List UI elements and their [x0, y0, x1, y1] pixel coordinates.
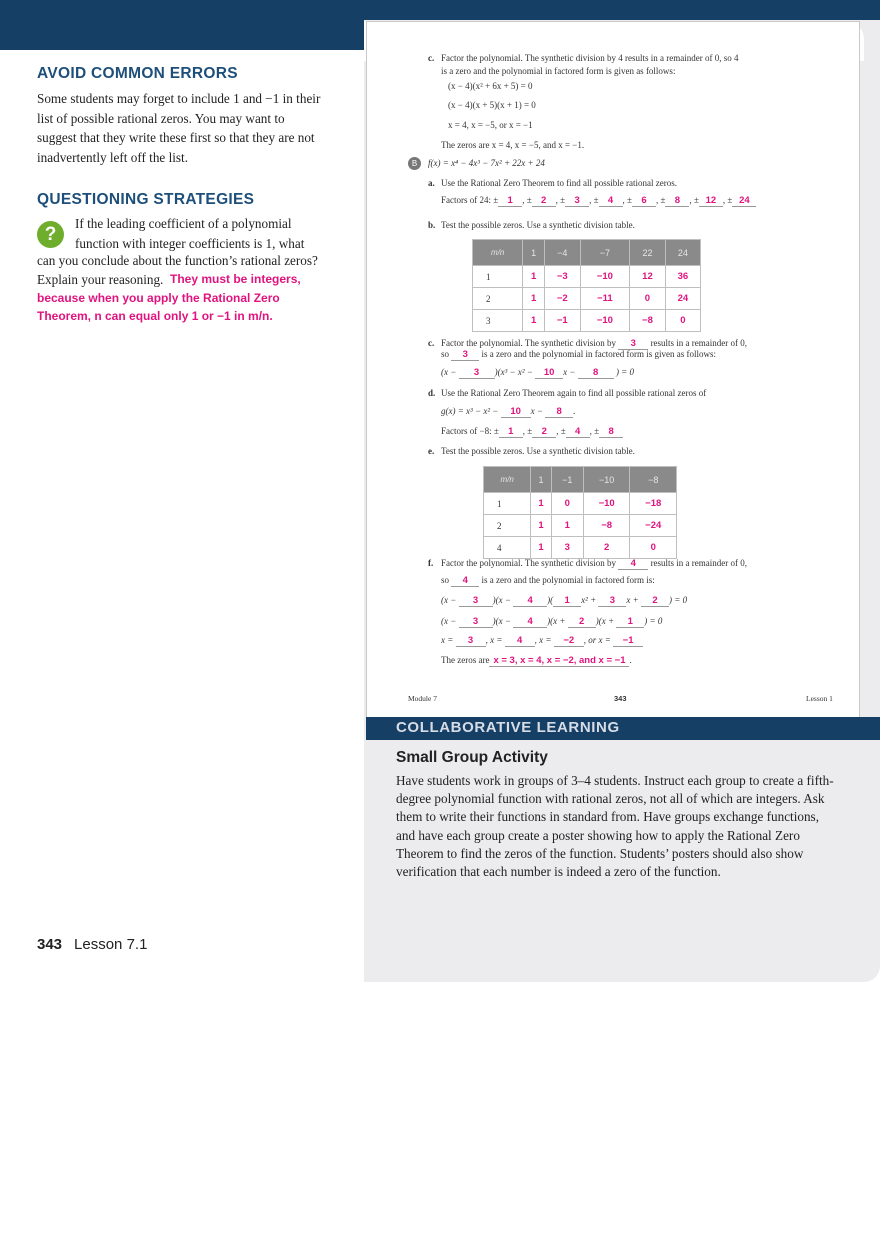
step-f-answer-zero: 4: [451, 576, 479, 587]
table1-header-cell: 1: [523, 240, 544, 266]
question-line-3: can you conclude about the function’s rational zeros?: [37, 253, 318, 268]
footer-lesson: Lesson 7.1: [74, 936, 148, 953]
f-eq2-ans: 1: [616, 617, 644, 628]
small-group-activity-text: Have students work in groups of 3–4 students. Instruct each group to create a fifth-degree polynomial function with rational zeros, not all of which are integers. Ask them to write their functions in standard from. Have groups exchange functions, and have each group create a poster showing how to apply the Rational Zero Theorem to find the zeros of the function. Students’ posters should also show verification that each number is indeed a zero of the function.: [396, 773, 834, 880]
table-row: [473, 266, 701, 288]
table2-header-cell: 1: [531, 467, 551, 493]
table1-cell: −8: [630, 310, 666, 332]
step-f-text2: results in a remainder of 0,: [650, 558, 748, 568]
step-f-so: so: [441, 575, 450, 585]
f-eq3-ans: 3: [456, 636, 486, 647]
step-c1-label: c.: [428, 53, 435, 63]
step-a-text: Use the Rational Zero Theorem to find all possible rational zeros.: [441, 178, 678, 188]
page-footer: [37, 936, 147, 953]
collaborative-learning-heading: COLLABORATIVE LEARNING: [396, 719, 620, 736]
step-c1-zeros: The zeros are x = 4, x = −5, and x = −1.: [441, 140, 585, 150]
step-b-text: Test the possible zeros. Use a synthetic division table.: [441, 220, 635, 230]
step-c2-text2: results in a remainder of 0,: [650, 338, 748, 348]
factor-24-12: 12: [699, 196, 723, 207]
function-g-a: g(x) = x³ − x² −: [441, 406, 499, 416]
step-f-text1: Factor the polynomial. The synthetic division by: [441, 558, 617, 568]
table2-cell: −8: [583, 515, 630, 537]
factors-8-row: Factors of −8: ± 1 , ± 2 , ± 4 , ± 8: [441, 426, 623, 438]
table1-header-cell: 22: [630, 240, 666, 266]
table2-cell: 0: [551, 493, 583, 515]
f-eq2-ans: 2: [568, 617, 596, 628]
step-c2-eq-c: x −: [563, 367, 576, 377]
table1-row-label: 2: [473, 288, 523, 310]
step-f-label: f.: [428, 558, 434, 568]
table1-row-label: 1: [473, 266, 523, 288]
sp-footer-lesson: Lesson 1: [806, 694, 833, 703]
step-c2-answer-8: 8: [578, 368, 614, 379]
step-c2-text1: Factor the polynomial. The synthetic division by: [441, 338, 617, 348]
small-group-activity-heading: Small Group Activity: [396, 749, 548, 766]
table1-header-cell: −7: [580, 240, 629, 266]
table1-cell: −2: [544, 288, 580, 310]
step-c1-eq3: x = 4, x = −5, or x = −1: [448, 120, 533, 130]
factor-8-1: 1: [499, 427, 523, 438]
table1-header-cell: m/n: [473, 240, 523, 266]
zeros-row: The zeros are x = 3, x = 4, x = −2, and x = −1 .: [441, 655, 632, 666]
table-row: [484, 493, 677, 515]
step-c2-so: so: [441, 349, 450, 359]
table1-cell: 0: [665, 310, 700, 332]
table1-cell: −11: [580, 288, 629, 310]
step-f-line2: [441, 575, 655, 587]
step-e-label: e.: [428, 446, 435, 456]
step-c1-eq1: (x − 4)(x² + 6x + 5) = 0: [448, 81, 533, 91]
factor-8-4: 4: [566, 427, 590, 438]
avoid-common-errors-heading: AVOID COMMON ERRORS: [37, 65, 238, 82]
step-e-text: Test the possible zeros. Use a synthetic division table.: [441, 446, 635, 456]
factor-8-8: 8: [599, 427, 623, 438]
table-row: [473, 310, 701, 332]
factors-24-label: Factors of 24: ±: [441, 195, 499, 205]
table1-cell: 0: [630, 288, 666, 310]
question-icon: ?: [37, 221, 64, 248]
step-f-line1: [441, 558, 747, 570]
questioning-strategies-heading: QUESTIONING STRATEGIES: [37, 191, 255, 208]
table2-cell: 1: [531, 493, 551, 515]
function-g-answer-10: 10: [501, 407, 531, 418]
factor-24-8: 8: [665, 196, 689, 207]
step-d-text: Use the Rational Zero Theorem again to find all possible rational zeros of: [441, 388, 707, 398]
f-eq2-ans: 3: [459, 617, 493, 628]
example-b-badge: B: [408, 157, 421, 170]
table-row: [484, 537, 677, 559]
step-f-eq2: (x − 3 )(x − 4 )(x + 2 )(x + 1 ) = 0: [441, 616, 663, 627]
table1-cell: 12: [630, 266, 666, 288]
table-row: [473, 288, 701, 310]
synthetic-division-table-1: [472, 239, 701, 332]
table1-cell: 1: [523, 310, 544, 332]
table2-cell: 1: [531, 515, 551, 537]
question-line-4: Explain your reasoning.: [37, 272, 164, 287]
factor-24-6: 6: [632, 196, 656, 207]
table1-cell: 36: [665, 266, 700, 288]
f-eq2-ans: 4: [513, 617, 547, 628]
question-line-2: function with integer coefficients is 1, what: [75, 236, 305, 251]
table1-header-cell: 24: [665, 240, 700, 266]
step-c2-answer-divisor: 3: [618, 339, 648, 350]
zeros-label: The zeros are: [441, 655, 490, 665]
table1-cell: −3: [544, 266, 580, 288]
f-eq1-ans: 3: [598, 596, 626, 607]
step-c2-answer-3: 3: [459, 368, 495, 379]
table1-cell: 24: [665, 288, 700, 310]
f-eq3-ans: −1: [613, 636, 643, 647]
sp-footer-module: Module 7: [408, 694, 437, 703]
table2-cell: 2: [583, 537, 630, 559]
table1-cell: −1: [544, 310, 580, 332]
sp-footer-page: 343: [614, 694, 627, 703]
footer-page-number: 343: [37, 936, 63, 953]
factors-8-label: Factors of −8: ±: [441, 426, 499, 436]
factor-24-1: 1: [498, 196, 522, 207]
function-g-b: x −: [530, 406, 543, 416]
table2-row-label: 1: [484, 493, 531, 515]
factor-24-3: 3: [565, 196, 589, 207]
step-f-eq3: x = 3 , x = 4 , x = −2 , or x = −1: [441, 635, 643, 647]
question-line-1: If the leading coefficient of a polynomial: [75, 216, 292, 231]
step-c1-line2: is a zero and the polynomial in factored form is given as follows:: [441, 66, 676, 76]
step-c1-eq2: (x − 4)(x + 5)(x + 1) = 0: [448, 100, 536, 110]
table1-header-cell: −4: [544, 240, 580, 266]
step-c2-answer-zero: 3: [451, 350, 479, 361]
table2-header-cell: −1: [551, 467, 583, 493]
function-f: f(x) = x⁴ − 4x³ − 7x² + 22x + 24: [428, 158, 545, 168]
step-f-eq1: (x − 3 )(x − 4 )( 1 x² + 3 x + 2 ) = 0: [441, 595, 688, 606]
factor-8-2: 2: [532, 427, 556, 438]
table1-cell: −10: [580, 310, 629, 332]
step-f-text3: is a zero and the polynomial in factored form is:: [481, 575, 655, 585]
table2-cell: −18: [630, 493, 677, 515]
table2-row-label: 2: [484, 515, 531, 537]
table1-row-label: 3: [473, 310, 523, 332]
f-eq1-ans: 2: [641, 596, 669, 607]
table2-header-cell: −8: [630, 467, 677, 493]
step-c2-label: c.: [428, 338, 435, 348]
step-f-answer-divisor: 4: [618, 559, 648, 570]
avoid-common-errors-text: Some students may forget to include 1 and −1 in their list of possible rational zeros. You may want to suggest that they write these first so that they are not inadvertently left off the list.: [37, 91, 321, 165]
table2-cell: 3: [551, 537, 583, 559]
table2-cell: −24: [630, 515, 677, 537]
zeros-answer: x = 3, x = 4, x = −2, and x = −1: [489, 656, 629, 667]
factor-24-4: 4: [599, 196, 623, 207]
function-g: [441, 406, 575, 418]
f-eq1-ans: 1: [553, 596, 581, 607]
table1-cell: 1: [523, 288, 544, 310]
step-c2-text3: is a zero and the polynomial in factored form is given as follows:: [481, 349, 716, 359]
answer-line-1: They must be integers,: [170, 272, 301, 286]
step-c2-equation: [441, 367, 634, 379]
step-d-label: d.: [428, 388, 436, 398]
answer-line-2: because when you apply the Rational Zero: [37, 291, 280, 305]
step-c2-answer-10: 10: [535, 368, 563, 379]
synthetic-division-table-2: [483, 466, 677, 559]
table2-header-cell: m/n: [484, 467, 531, 493]
table1-cell: 1: [523, 266, 544, 288]
table2-header-cell: −10: [583, 467, 630, 493]
step-b-label: b.: [428, 220, 436, 230]
step-c2-line2: [441, 349, 716, 361]
function-g-answer-8: 8: [545, 407, 573, 418]
factors-24-row: Factors of 24: ± 1 , ± 2 , ± 3 , ± 4 , ± 6 , ± 8 , ± 12 , ± 24: [441, 195, 756, 207]
answer-line-3: Theorem, n can equal only 1 or −1 in m/n.: [37, 309, 273, 323]
factor-24-24: 24: [732, 196, 756, 207]
step-c2-eq-a: (x −: [441, 367, 457, 377]
step-a-label: a.: [428, 178, 435, 188]
table2-cell: 1: [531, 537, 551, 559]
f-eq1-ans: 4: [513, 596, 547, 607]
f-eq3-ans: −2: [554, 636, 584, 647]
factor-24-2: 2: [532, 196, 556, 207]
f-eq1-ans: 3: [459, 596, 493, 607]
table2-cell: 1: [551, 515, 583, 537]
table-row: [484, 515, 677, 537]
function-g-c: .: [573, 406, 576, 416]
table2-cell: −10: [583, 493, 630, 515]
table1-cell: −10: [580, 266, 629, 288]
step-c2-eq-b: )(x³ − x² −: [494, 367, 533, 377]
table2-cell: 0: [630, 537, 677, 559]
step-c1-line1: Factor the polynomial. The synthetic division by 4 results in a remainder of 0, so 4: [441, 53, 739, 63]
table2-row-label: 4: [484, 537, 531, 559]
step-c2-eq-d: ) = 0: [615, 367, 635, 377]
f-eq3-ans: 4: [505, 636, 535, 647]
